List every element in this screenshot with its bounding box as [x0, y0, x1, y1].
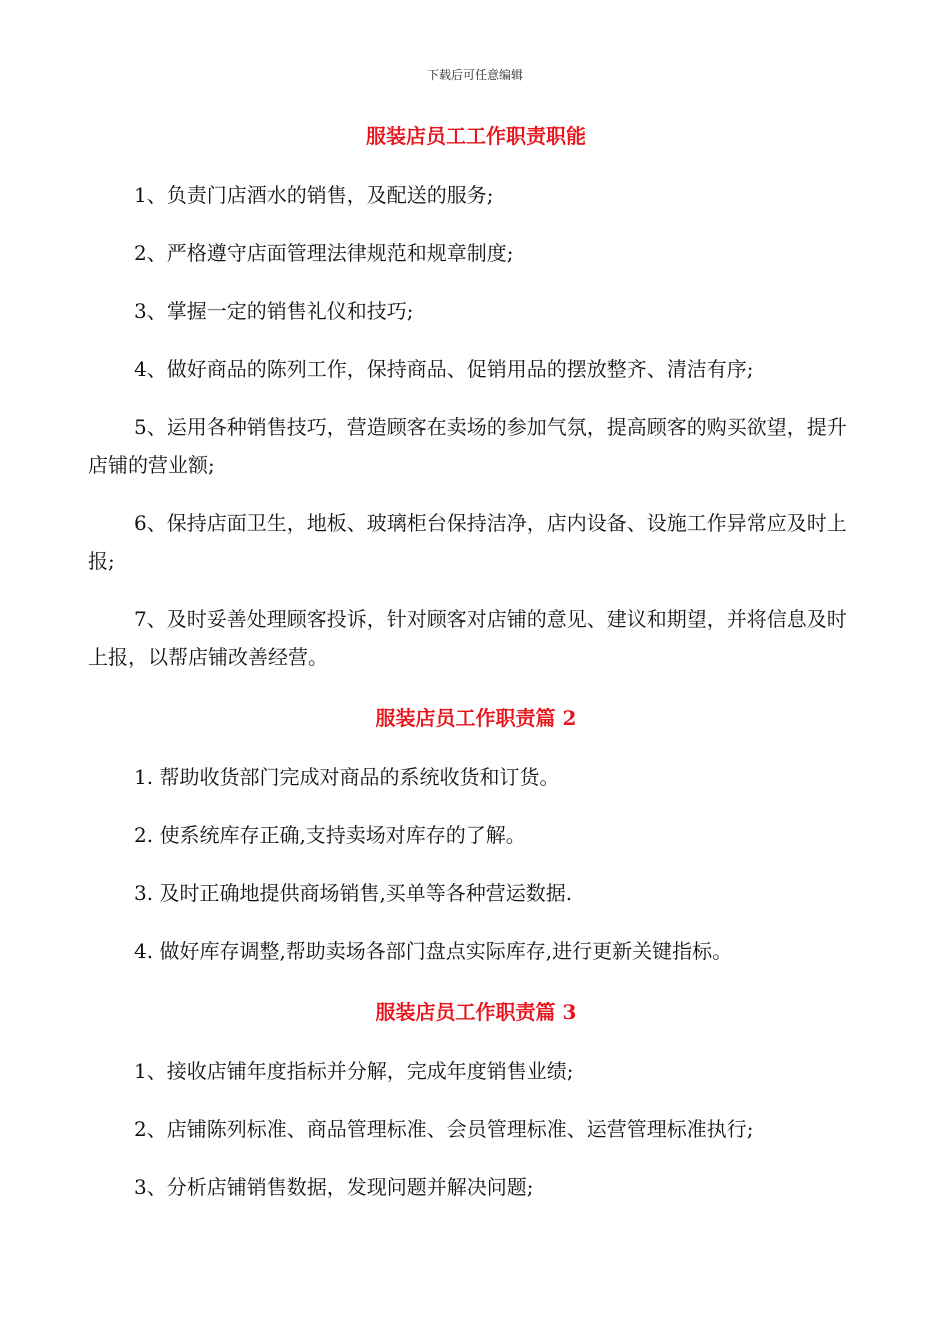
- section-title: 服装店员工作职责篇 2: [375, 706, 577, 730]
- list-item: 6、保持店面卫生，地板、玻璃柜台保持洁净，店内设备、设施工作异常应及时上报;: [88, 511, 847, 573]
- list-item: 4、做好商品的陈列工作，保持商品、促销用品的摆放整齐、清洁有序;: [134, 357, 754, 381]
- list-item: 1、负责门店酒水的销售，及配送的服务;: [134, 183, 494, 207]
- section-title: 服装店员工工作职责职能: [366, 124, 586, 148]
- section-title: 服装店员工作职责篇 3: [375, 1000, 577, 1024]
- list-item: 1、接收店铺年度指标并分解，完成年度销售业绩;: [134, 1059, 574, 1083]
- header-note: 下载后可任意编辑: [426, 68, 523, 82]
- list-item: 7、及时妥善处理顾客投诉，针对顾客对店铺的意见、建议和期望，并将信息及时上报，以帮店铺改善经营。: [88, 607, 847, 669]
- list-item: 2、严格遵守店面管理法律规范和规章制度;: [134, 241, 514, 265]
- list-item: 5、运用各种销售技巧，营造顾客在卖场的参加气氛，提高顾客的购买欲望，提升店铺的营业额;: [88, 415, 847, 477]
- list-item: 4. 做好库存调整,帮助卖场各部门盘点实际库存,进行更新关键指标。: [134, 939, 733, 963]
- list-item: 2. 使系统库存正确,支持卖场对库存的了解。: [134, 823, 526, 847]
- list-item: 3、分析店铺销售数据，发现问题并解决问题;: [134, 1175, 534, 1199]
- list-item: 1. 帮助收货部门完成对商品的系统收货和订货。: [134, 765, 560, 789]
- document-body: [88, 118, 864, 1226]
- list-item: 2、店铺陈列标准、商品管理标准、会员管理标准、运营管理标准执行;: [134, 1117, 754, 1141]
- list-item: 3、掌握一定的销售礼仪和技巧;: [134, 299, 414, 323]
- list-item: 3. 及时正确地提供商场销售,买单等各种营运数据.: [134, 881, 573, 905]
